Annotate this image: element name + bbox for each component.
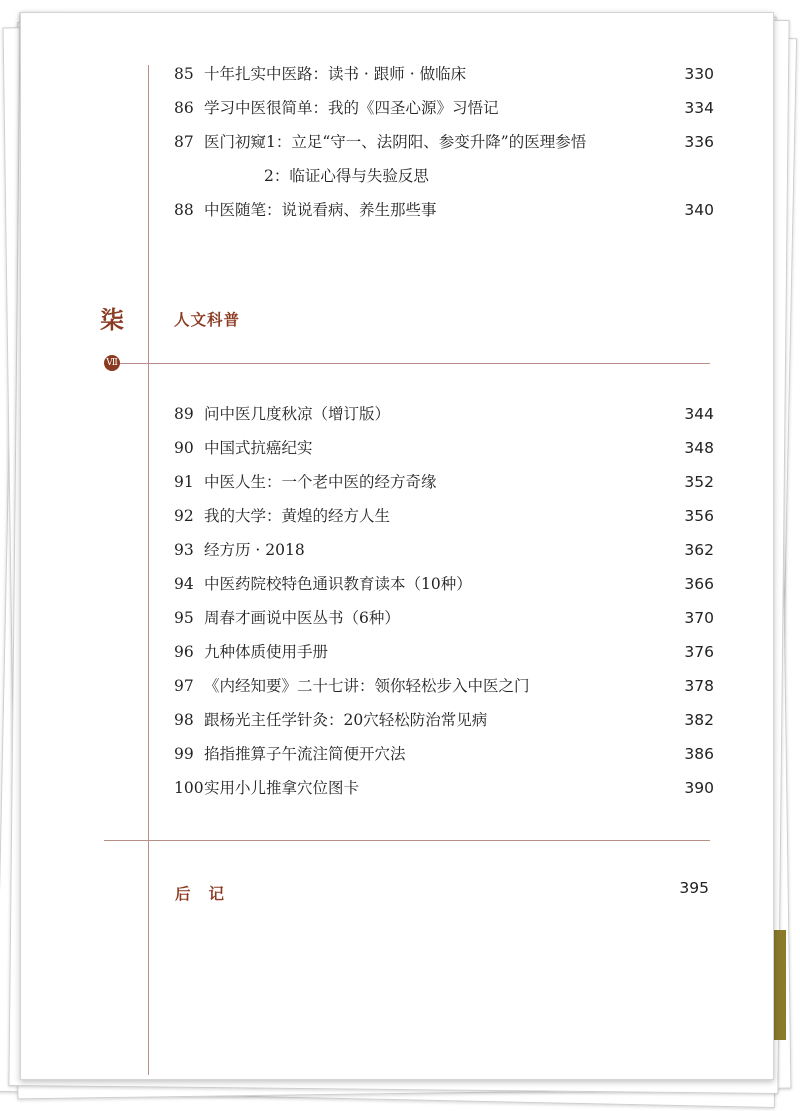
vertical-rule (148, 65, 149, 1075)
toc-entry[interactable] (174, 776, 714, 800)
toc-entry-title[interactable]: 《内经知要》二十七讲：领你轻松步入中医之门 (204, 677, 530, 695)
toc-entry-number: 86 (174, 99, 194, 117)
toc-entry-page: 336 (684, 133, 714, 151)
toc-entry-title[interactable]: 经方历 · 2018 (204, 541, 305, 559)
toc-entry-page: 334 (684, 99, 714, 117)
toc-entry-title[interactable]: 我的大学：黄煌的经方人生 (204, 507, 391, 525)
toc-entry-page: 382 (684, 711, 714, 729)
toc-entry-number: 95 (174, 609, 194, 627)
toc-entry-number: 89 (174, 405, 194, 423)
toc-entry-title[interactable]: 中医随笔：说说看病、养生那些事 (204, 201, 437, 219)
toc-entry-title[interactable]: 十年扎实中医路：读书 · 跟师 · 做临床 (204, 65, 467, 83)
toc-entry-title[interactable]: 跟杨光主任学针灸：20穴轻松防治常见病 (204, 711, 488, 729)
toc-sub-entry: 2：临证心得与失验反思 (264, 167, 429, 185)
toc-entry[interactable] (174, 572, 714, 596)
toc-entry-title[interactable]: 实用小儿推拿穴位图卡 (204, 779, 360, 797)
toc-entry-number: 99 (174, 745, 194, 763)
toc-entry-number: 96 (174, 643, 194, 661)
toc-entry-title[interactable]: 九种体质使用手册 (204, 643, 329, 661)
toc-entry-title[interactable]: 学习中医很简单：我的《四圣心源》习悟记 (204, 99, 499, 117)
toc-entry-number: 90 (174, 439, 194, 457)
toc-entry[interactable] (174, 198, 714, 222)
section-title: 人文科普 (174, 310, 241, 329)
toc-entry[interactable] (174, 606, 714, 630)
toc-entry-page: 352 (684, 473, 714, 491)
toc-entry-page: 378 (684, 677, 714, 695)
underlying-page-edge-olive (772, 930, 786, 1040)
toc-entry[interactable] (174, 538, 714, 562)
toc-entry-number: 100 (174, 779, 204, 797)
section-numeral: 柒 (100, 305, 124, 334)
toc-entry-number: 87 (174, 133, 194, 151)
afterword-title[interactable]: 后记 (175, 884, 243, 903)
toc-entry-title[interactable]: 中国式抗癌纪实 (204, 439, 313, 457)
toc-entry[interactable] (174, 742, 714, 766)
toc-entry-page: 366 (684, 575, 714, 593)
toc-entry[interactable] (174, 62, 714, 86)
toc-entry[interactable] (174, 674, 714, 698)
afterword-page-number: 395 (679, 879, 709, 897)
toc-entry-title[interactable]: 问中医几度秋凉（增订版） (204, 405, 391, 423)
toc-entry-number: 85 (174, 65, 194, 83)
toc-entry-title[interactable]: 掐指推算子午流注简便开穴法 (204, 745, 406, 763)
toc-entry-page: 356 (684, 507, 714, 525)
toc-entry[interactable] (174, 130, 714, 154)
toc-entry[interactable] (174, 504, 714, 528)
section-badge: Ⅶ (104, 355, 120, 371)
toc-entry-page: 386 (684, 745, 714, 763)
toc-entry-page: 376 (684, 643, 714, 661)
toc-entry[interactable] (174, 96, 714, 120)
toc-entry-number: 94 (174, 575, 194, 593)
toc-entry[interactable] (174, 402, 714, 426)
toc-entry-title[interactable]: 中医药院校特色通识教育读本（10种） (204, 575, 472, 593)
toc-entry[interactable] (174, 708, 714, 732)
toc-entry-page: 348 (684, 439, 714, 457)
toc-entry-page: 344 (684, 405, 714, 423)
toc-entry-title[interactable]: 医门初窥1：立足“守一、法阴阳、参变升降”的医理参悟 (204, 133, 587, 151)
toc-entry-page: 340 (684, 201, 714, 219)
toc-entry-number: 93 (174, 541, 194, 559)
toc-entry-number: 98 (174, 711, 194, 729)
toc-entry-title[interactable]: 周春才画说中医丛书（6种） (204, 609, 400, 627)
toc-entry-number: 97 (174, 677, 194, 695)
toc-entry-page: 330 (684, 65, 714, 83)
afterword-divider (104, 840, 710, 841)
toc-entry[interactable] (174, 436, 714, 460)
toc-entry[interactable] (174, 640, 714, 664)
toc-entry-number: 88 (174, 201, 194, 219)
toc-entry-number: 92 (174, 507, 194, 525)
toc-entry-page: 390 (684, 779, 714, 797)
section-divider (104, 363, 710, 364)
toc-entry[interactable] (174, 470, 714, 494)
toc-entry-title[interactable]: 中医人生：一个老中医的经方奇缘 (204, 473, 437, 491)
toc-entry-page: 370 (684, 609, 714, 627)
toc-entry-number: 91 (174, 473, 194, 491)
toc-entry-page: 362 (684, 541, 714, 559)
